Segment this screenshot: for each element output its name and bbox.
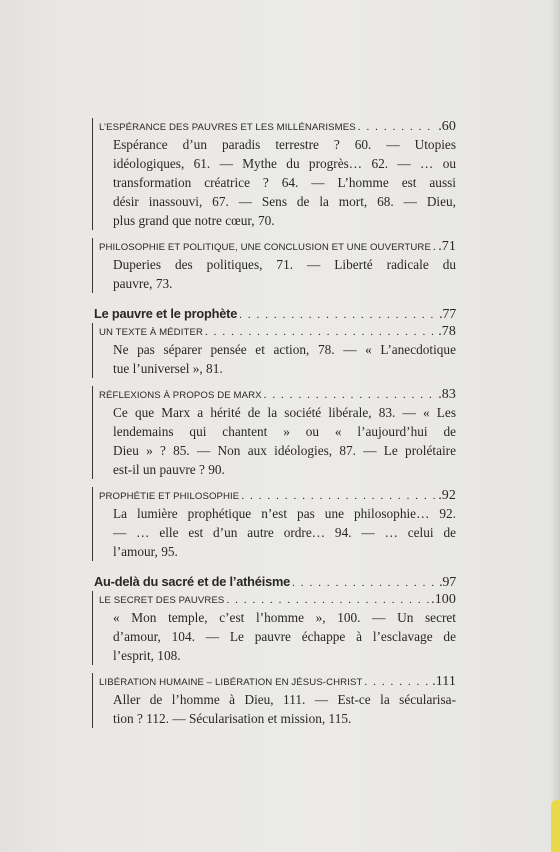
toc-chapter-sacre [92, 573, 456, 591]
dot-leader [358, 119, 436, 136]
toc-page-number: .97 [439, 575, 456, 590]
summary-line: Ne pas séparer pensée et action, 78. — « L’anecdotique [113, 342, 456, 357]
toc-entry-summary [113, 340, 456, 378]
toc-heading[interactable] [99, 238, 456, 255]
toc-heading-title: RÉFLEXIONS À PROPOS DE MARX [99, 390, 262, 401]
toc-section-esperance [92, 118, 456, 230]
page-edge-shadow [550, 0, 560, 852]
toc-heading-title: L’ESPÉRANCE DES PAUVRES ET LES MILLÉNARISMES [99, 122, 356, 133]
summary-line: plus grand que notre cœur, 70. [113, 213, 275, 228]
summary-line: l’esprit, 108. [113, 648, 181, 663]
toc-entry-summary [113, 403, 456, 479]
toc-chapter-title: Le pauvre et le prophète [94, 306, 238, 321]
summary-line: Aller de l’homme à Dieu, 111. — Est-ce la sécularisa- [113, 692, 456, 707]
summary-line: « Mon temple, c’est l’homme », 100. — Un secret [113, 610, 456, 625]
toc-section-liberation [92, 673, 456, 728]
toc-section-prophetie [92, 487, 456, 561]
summary-line: Ce que Marx a hérité de la société libérale, 83. — « Les [113, 405, 456, 420]
toc-chapter-heading[interactable] [94, 573, 456, 591]
toc-entry-summary [113, 135, 456, 230]
toc-page-number: .71 [438, 239, 456, 254]
summary-line: l’amour, 95. [113, 544, 178, 559]
summary-line: — … elle est d’un autre ordre… 94. — … celui de [113, 525, 456, 540]
toc-chapter-title: Au-delà du sacré et de l’athéisme [94, 574, 291, 589]
toc-heading-title: UN TEXTE À MÉDITER [99, 327, 203, 338]
toc-page-number: .92 [438, 488, 456, 503]
toc-heading[interactable] [99, 386, 456, 403]
toc-heading[interactable] [99, 323, 456, 340]
toc-page-number: .78 [438, 324, 456, 339]
toc-heading-title: PHILOSOPHIE ET POLITIQUE, UNE CONCLUSION ET UNE OUVERTURE [99, 242, 431, 253]
dot-leader [241, 488, 436, 505]
summary-line: idéologiques, 61. — Mythe du progrès… 62. — … ou [113, 156, 456, 171]
toc-entry-summary [113, 504, 456, 561]
summary-line: La lumière prophétique n’est pas une philosophie… 92. [113, 506, 456, 521]
summary-line: désir inassouvi, 67. — Sens de la mort, 68. — Dieu, [113, 194, 456, 209]
toc-heading-title: LIBÉRATION HUMAINE – LIBÉRATION EN JÉSUS-CHRIST [99, 677, 363, 688]
summary-line: Espérance d’un paradis terrestre ? 60. — Utopies [113, 137, 456, 152]
summary-line: transformation créatrice ? 64. — L’homme est aussi [113, 175, 456, 190]
toc-heading[interactable] [99, 591, 456, 608]
toc-chapter-prophete [92, 305, 456, 323]
dot-leader [364, 674, 430, 691]
summary-line: est-il un pauvre ? 90. [113, 462, 225, 477]
summary-line: tue l’universel », 81. [113, 361, 223, 376]
toc-heading[interactable] [99, 487, 456, 504]
toc-heading[interactable] [99, 118, 456, 135]
summary-line: Duperies des politiques, 71. — Liberté radicale du [113, 257, 456, 272]
summary-line: d’amour, 104. — Le pauvre échappe à l’esclavage de [113, 629, 456, 644]
toc-heading[interactable] [99, 673, 456, 690]
summary-line: tion ? 112. — Sécularisation et mission, 115. [113, 711, 352, 726]
toc-page-number: .111 [432, 674, 456, 689]
toc-entry-summary [113, 255, 456, 293]
toc-heading-title: LE SECRET DES PAUVRES [99, 595, 225, 606]
dot-leader [292, 574, 437, 592]
toc-section-marx [92, 386, 456, 479]
dot-leader [239, 306, 437, 324]
toc-chapter-heading[interactable] [94, 305, 456, 323]
dot-leader [226, 592, 429, 609]
toc-section-philosophie-politique [92, 238, 456, 293]
summary-line: Dieu » ? 85. — Non aux idéologies, 87. — Le prolétaire [113, 443, 456, 458]
toc-heading-title: PROPHÉTIE ET PHILOSOPHIE [99, 491, 240, 502]
toc-page-number: .60 [438, 119, 456, 134]
toc-page-number: .100 [431, 592, 456, 607]
summary-line: lendemains qui chantent » ou « l’aujourd’hui de [113, 424, 456, 439]
dot-leader [205, 324, 436, 341]
toc-entry-summary [113, 690, 456, 728]
toc-section-texte-mediter [92, 323, 456, 378]
toc-section-secret [92, 591, 456, 665]
dot-leader [433, 239, 436, 256]
toc-page-number: .77 [439, 307, 456, 322]
dot-leader [264, 387, 437, 404]
toc-page-number: .83 [438, 387, 456, 402]
toc-entry-summary [113, 608, 456, 665]
yellow-edge-tab [551, 800, 560, 852]
table-of-contents [92, 118, 456, 728]
summary-line: pauvre, 73. [113, 276, 173, 291]
